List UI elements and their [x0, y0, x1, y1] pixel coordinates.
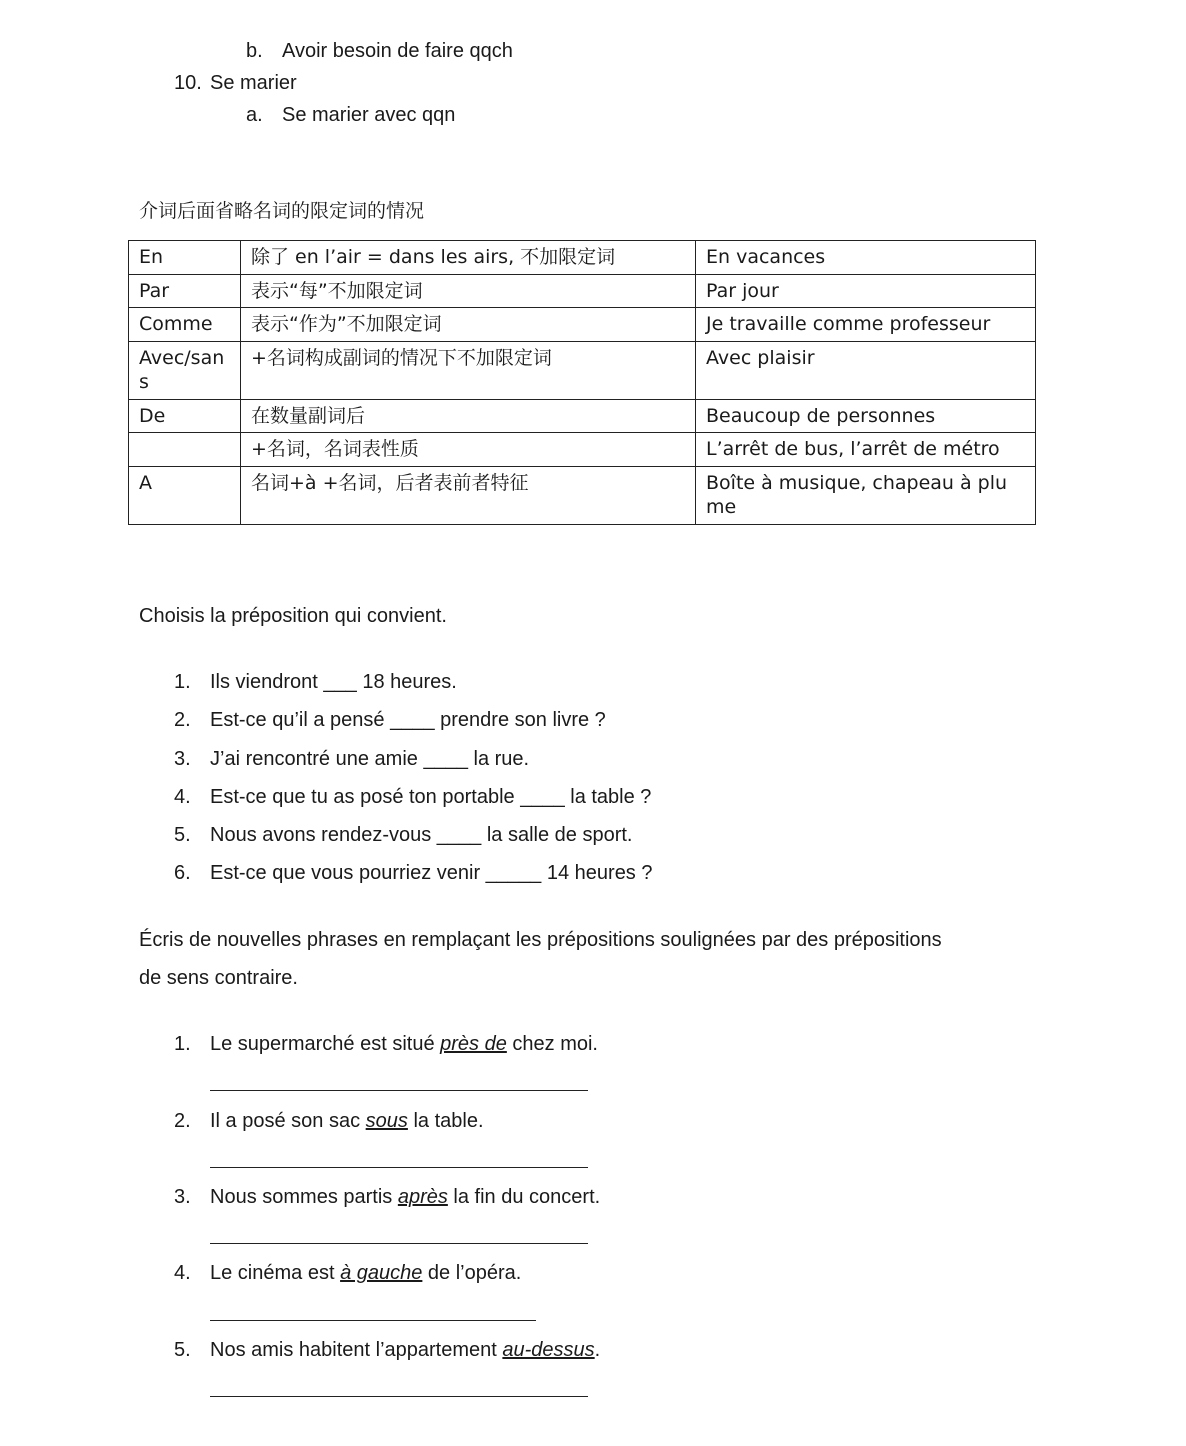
answer-line[interactable] [210, 1243, 588, 1244]
table-row [129, 274, 1036, 308]
underlined-preposition: au-dessus [502, 1339, 595, 1361]
table-row [129, 466, 1036, 524]
list-text: Se marier avec qqn [282, 104, 456, 126]
item-text-before: Il a posé son sac [210, 1110, 366, 1132]
table-cell-rule: 名词+à +名词，后者表前者特征 [241, 466, 696, 524]
table-cell-example: Je travaille comme professeur [696, 308, 1036, 342]
item-number: 1. [174, 671, 191, 693]
item-text-after: . [594, 1339, 601, 1361]
exercise1-item [174, 747, 529, 771]
list-marker: 10. [174, 72, 202, 94]
table-cell-rule: 在数量副词后 [241, 399, 696, 433]
table-cell-example: L’arrêt de bus, l’arrêt de métro [696, 433, 1036, 467]
table-cell-preposition: Par [129, 274, 241, 308]
table-row [129, 341, 1036, 399]
table-cell-preposition: De [129, 399, 241, 433]
item-text: Est-ce que vous pourriez venir _____ 14 heures ? [210, 862, 653, 884]
list-marker: a. [246, 104, 263, 126]
list-text: Avoir besoin de faire qqch [282, 40, 513, 62]
grammar-table [128, 240, 1036, 525]
list-item-a [246, 103, 455, 127]
list-marker: b. [246, 40, 263, 62]
table-cell-preposition: Comme [129, 308, 241, 342]
table-cell-example: Beaucoup de personnes [696, 399, 1036, 433]
table-row [129, 399, 1036, 433]
answer-line[interactable] [210, 1167, 588, 1168]
underlined-preposition: sous [365, 1110, 408, 1132]
table-row [129, 433, 1036, 467]
item-number: 5. [174, 824, 191, 846]
exercise2-item [174, 1338, 600, 1362]
item-number: 6. [174, 862, 191, 884]
table-cell-preposition: En [129, 241, 241, 275]
table-cell-rule: +名词构成副词的情况下不加限定词 [241, 341, 696, 399]
exercise2-item [174, 1185, 600, 1209]
table-cell-preposition: A [129, 466, 241, 524]
item-text-after: la fin du concert. [447, 1186, 601, 1208]
table-cell-example: Avec plaisir [696, 341, 1036, 399]
table-cell-rule: 表示“作为”不加限定词 [241, 308, 696, 342]
item-text-before: Le cinéma est [210, 1262, 341, 1284]
table-cell-example: Par jour [696, 274, 1036, 308]
item-number: 2. [174, 1110, 191, 1132]
table-cell-preposition: Avec/sans [129, 341, 241, 399]
item-number: 4. [174, 786, 191, 808]
exercise1-item [174, 670, 457, 694]
item-text: Est-ce qu’il a pensé ____ prendre son livre ? [210, 709, 606, 731]
answer-line[interactable] [210, 1396, 588, 1397]
list-item-b [246, 39, 513, 63]
list-text: Se marier [210, 72, 297, 94]
exercise2-item [174, 1032, 598, 1056]
item-number: 3. [174, 1186, 191, 1208]
table-cell-rule: 除了 en l’air = dans les airs, 不加限定词 [241, 241, 696, 275]
item-text-before: Le supermarché est situé [210, 1033, 441, 1055]
item-number: 1. [174, 1033, 191, 1055]
table-cell-preposition [129, 433, 241, 467]
exercise2-instruction-line2: de sens contraire. [139, 967, 298, 989]
underlined-preposition: près de [440, 1033, 507, 1055]
exercise1-item [174, 785, 651, 809]
item-text: Est-ce que tu as posé ton portable ____ la table ? [210, 786, 652, 808]
item-text: Ils viendront ___ 18 heures. [210, 671, 457, 693]
answer-line[interactable] [210, 1320, 536, 1321]
table-cell-rule: +名词，名词表性质 [241, 433, 696, 467]
table-cell-rule: 表示“每”不加限定词 [241, 274, 696, 308]
item-text-after: de l’opéra. [422, 1262, 522, 1284]
underlined-preposition: après [397, 1186, 448, 1208]
item-text-before: Nos amis habitent l’appartement [210, 1339, 503, 1361]
item-text: J’ai rencontré une amie ____ la rue. [210, 748, 530, 770]
item-text-before: Nous sommes partis [210, 1186, 398, 1208]
list-item-10 [174, 71, 297, 95]
table-cell-example: En vacances [696, 241, 1036, 275]
item-number: 3. [174, 748, 191, 770]
item-number: 4. [174, 1262, 191, 1284]
item-number: 2. [174, 709, 191, 731]
exercise1-item [174, 823, 632, 847]
answer-line[interactable] [210, 1090, 588, 1091]
table-row [129, 241, 1036, 275]
table-title: 介词后面省略名词的限定词的情况 [139, 200, 425, 222]
item-number: 5. [174, 1339, 191, 1361]
exercise1-item [174, 861, 653, 885]
exercise1-instruction: Choisis la préposition qui convient. [139, 605, 447, 627]
exercise1-item [174, 708, 606, 732]
underlined-preposition: à gauche [340, 1262, 423, 1284]
table-cell-example: Boîte à musique, chapeau à plume [696, 466, 1036, 524]
item-text-after: chez moi. [506, 1033, 598, 1055]
item-text: Nous avons rendez-vous ____ la salle de sport. [210, 824, 633, 846]
exercise2-instruction-line1: Écris de nouvelles phrases en remplaçant les prépositions soulignées par des prépositions [139, 929, 942, 951]
exercise2-item [174, 1261, 521, 1285]
exercise2-item [174, 1109, 484, 1133]
item-text-after: la table. [407, 1110, 484, 1132]
table-row [129, 308, 1036, 342]
